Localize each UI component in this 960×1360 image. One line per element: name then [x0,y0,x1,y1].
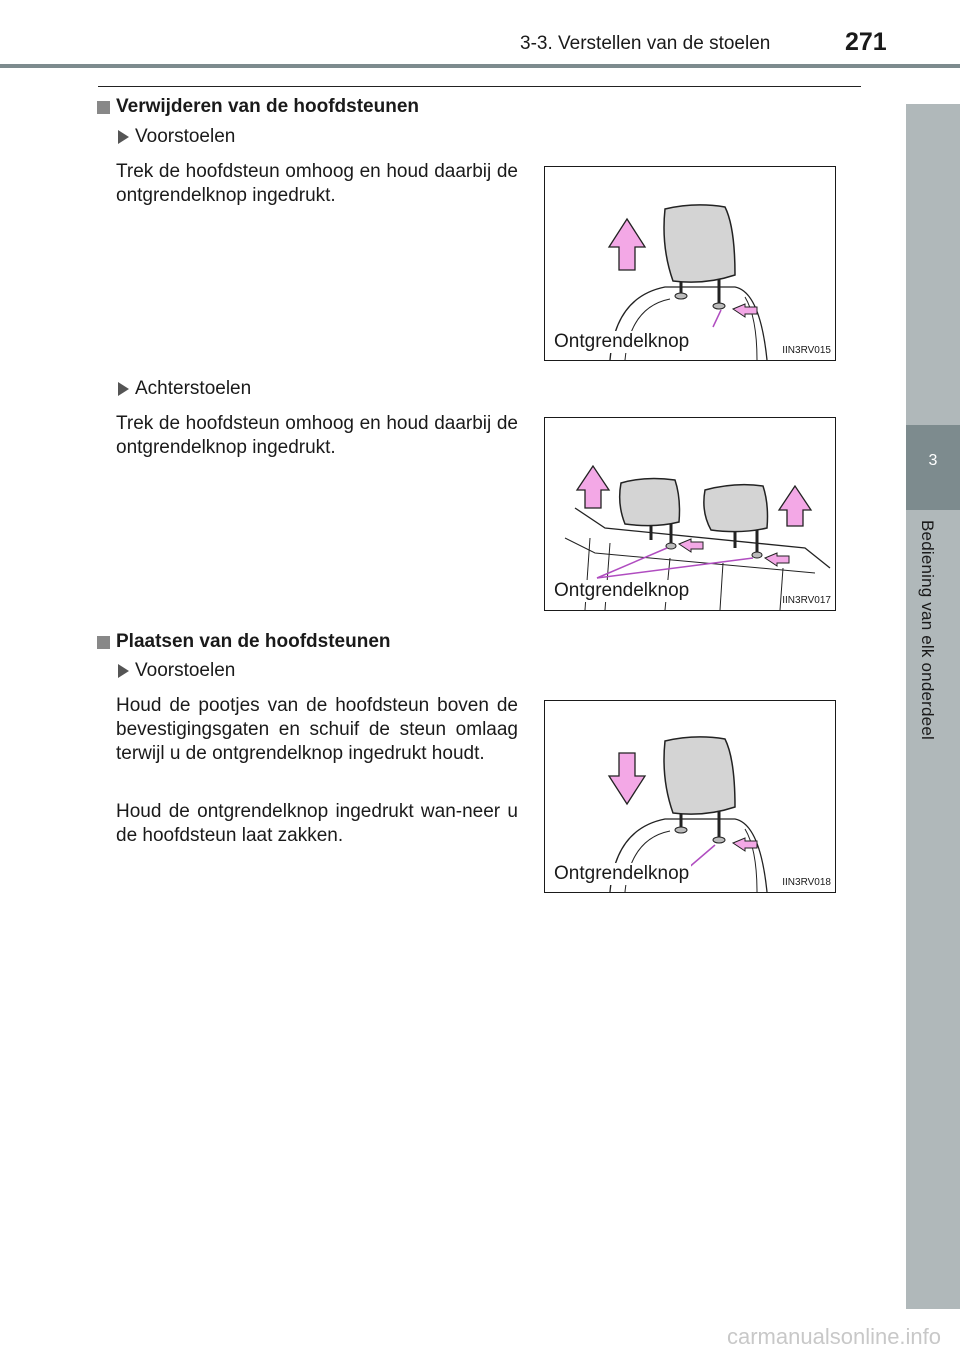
subheading-rear-remove [118,378,251,400]
watermark: carmanualsonline.info [727,1324,942,1349]
chapter-label: Bediening van elk onderdeel [918,520,937,740]
subheading-front-install [118,660,235,682]
running-header: 3-3. Verstellen van de stoelen [520,33,771,54]
page-number: 271 [845,28,887,56]
figure-code: IIN3RV018 [782,877,831,888]
figure-callout: Ontgrendelknop [554,331,690,352]
triangle-bullet-icon [118,130,129,144]
figure-callout: Ontgrendelknop [554,863,690,884]
figure-code: IIN3RV015 [782,345,831,356]
section-heading-install [97,631,391,653]
square-bullet-icon [97,636,110,649]
figure-front-install [544,700,836,893]
square-bullet-icon [97,101,110,114]
figure-front-remove [544,166,836,361]
subheading-text: Voorstoelen [135,126,236,147]
triangle-bullet-icon [118,382,129,396]
instruction-front-install-1: Houd de pootjes van de hoofdsteun boven de bevestigingsgaten en schuif de steun omlaag terwijl u de ontgrendelknop ingedrukt houdt. [116,695,518,764]
section-heading-text: Verwijderen van de hoofdsteunen [116,96,420,117]
instruction-front-install-2: Houd de ontgrendelknop ingedrukt wan-neer u de hoofdsteun laat zakken. [116,801,518,846]
instruction-rear-remove: Trek de hoofdsteun omhoog en houd daarbij de ontgrendelknop ingedrukt. [116,413,518,458]
chapter-number: 3 [928,452,938,469]
subheading-text: Voorstoelen [135,660,236,681]
instruction-front-remove: Trek de hoofdsteun omhoog en houd daarbij de ontgrendelknop ingedrukt. [116,161,518,206]
subheading-text: Achterstoelen [135,378,252,399]
header-rule [0,64,960,68]
section-heading-remove [97,96,419,118]
section-heading-text: Plaatsen van de hoofdsteunen [116,631,391,652]
figure-callout: Ontgrendelknop [554,580,690,601]
content-rule [98,86,861,87]
figure-code: IIN3RV017 [782,595,831,606]
triangle-bullet-icon [118,664,129,678]
subheading-front-remove [118,126,235,148]
figure-rear-remove [544,417,836,611]
